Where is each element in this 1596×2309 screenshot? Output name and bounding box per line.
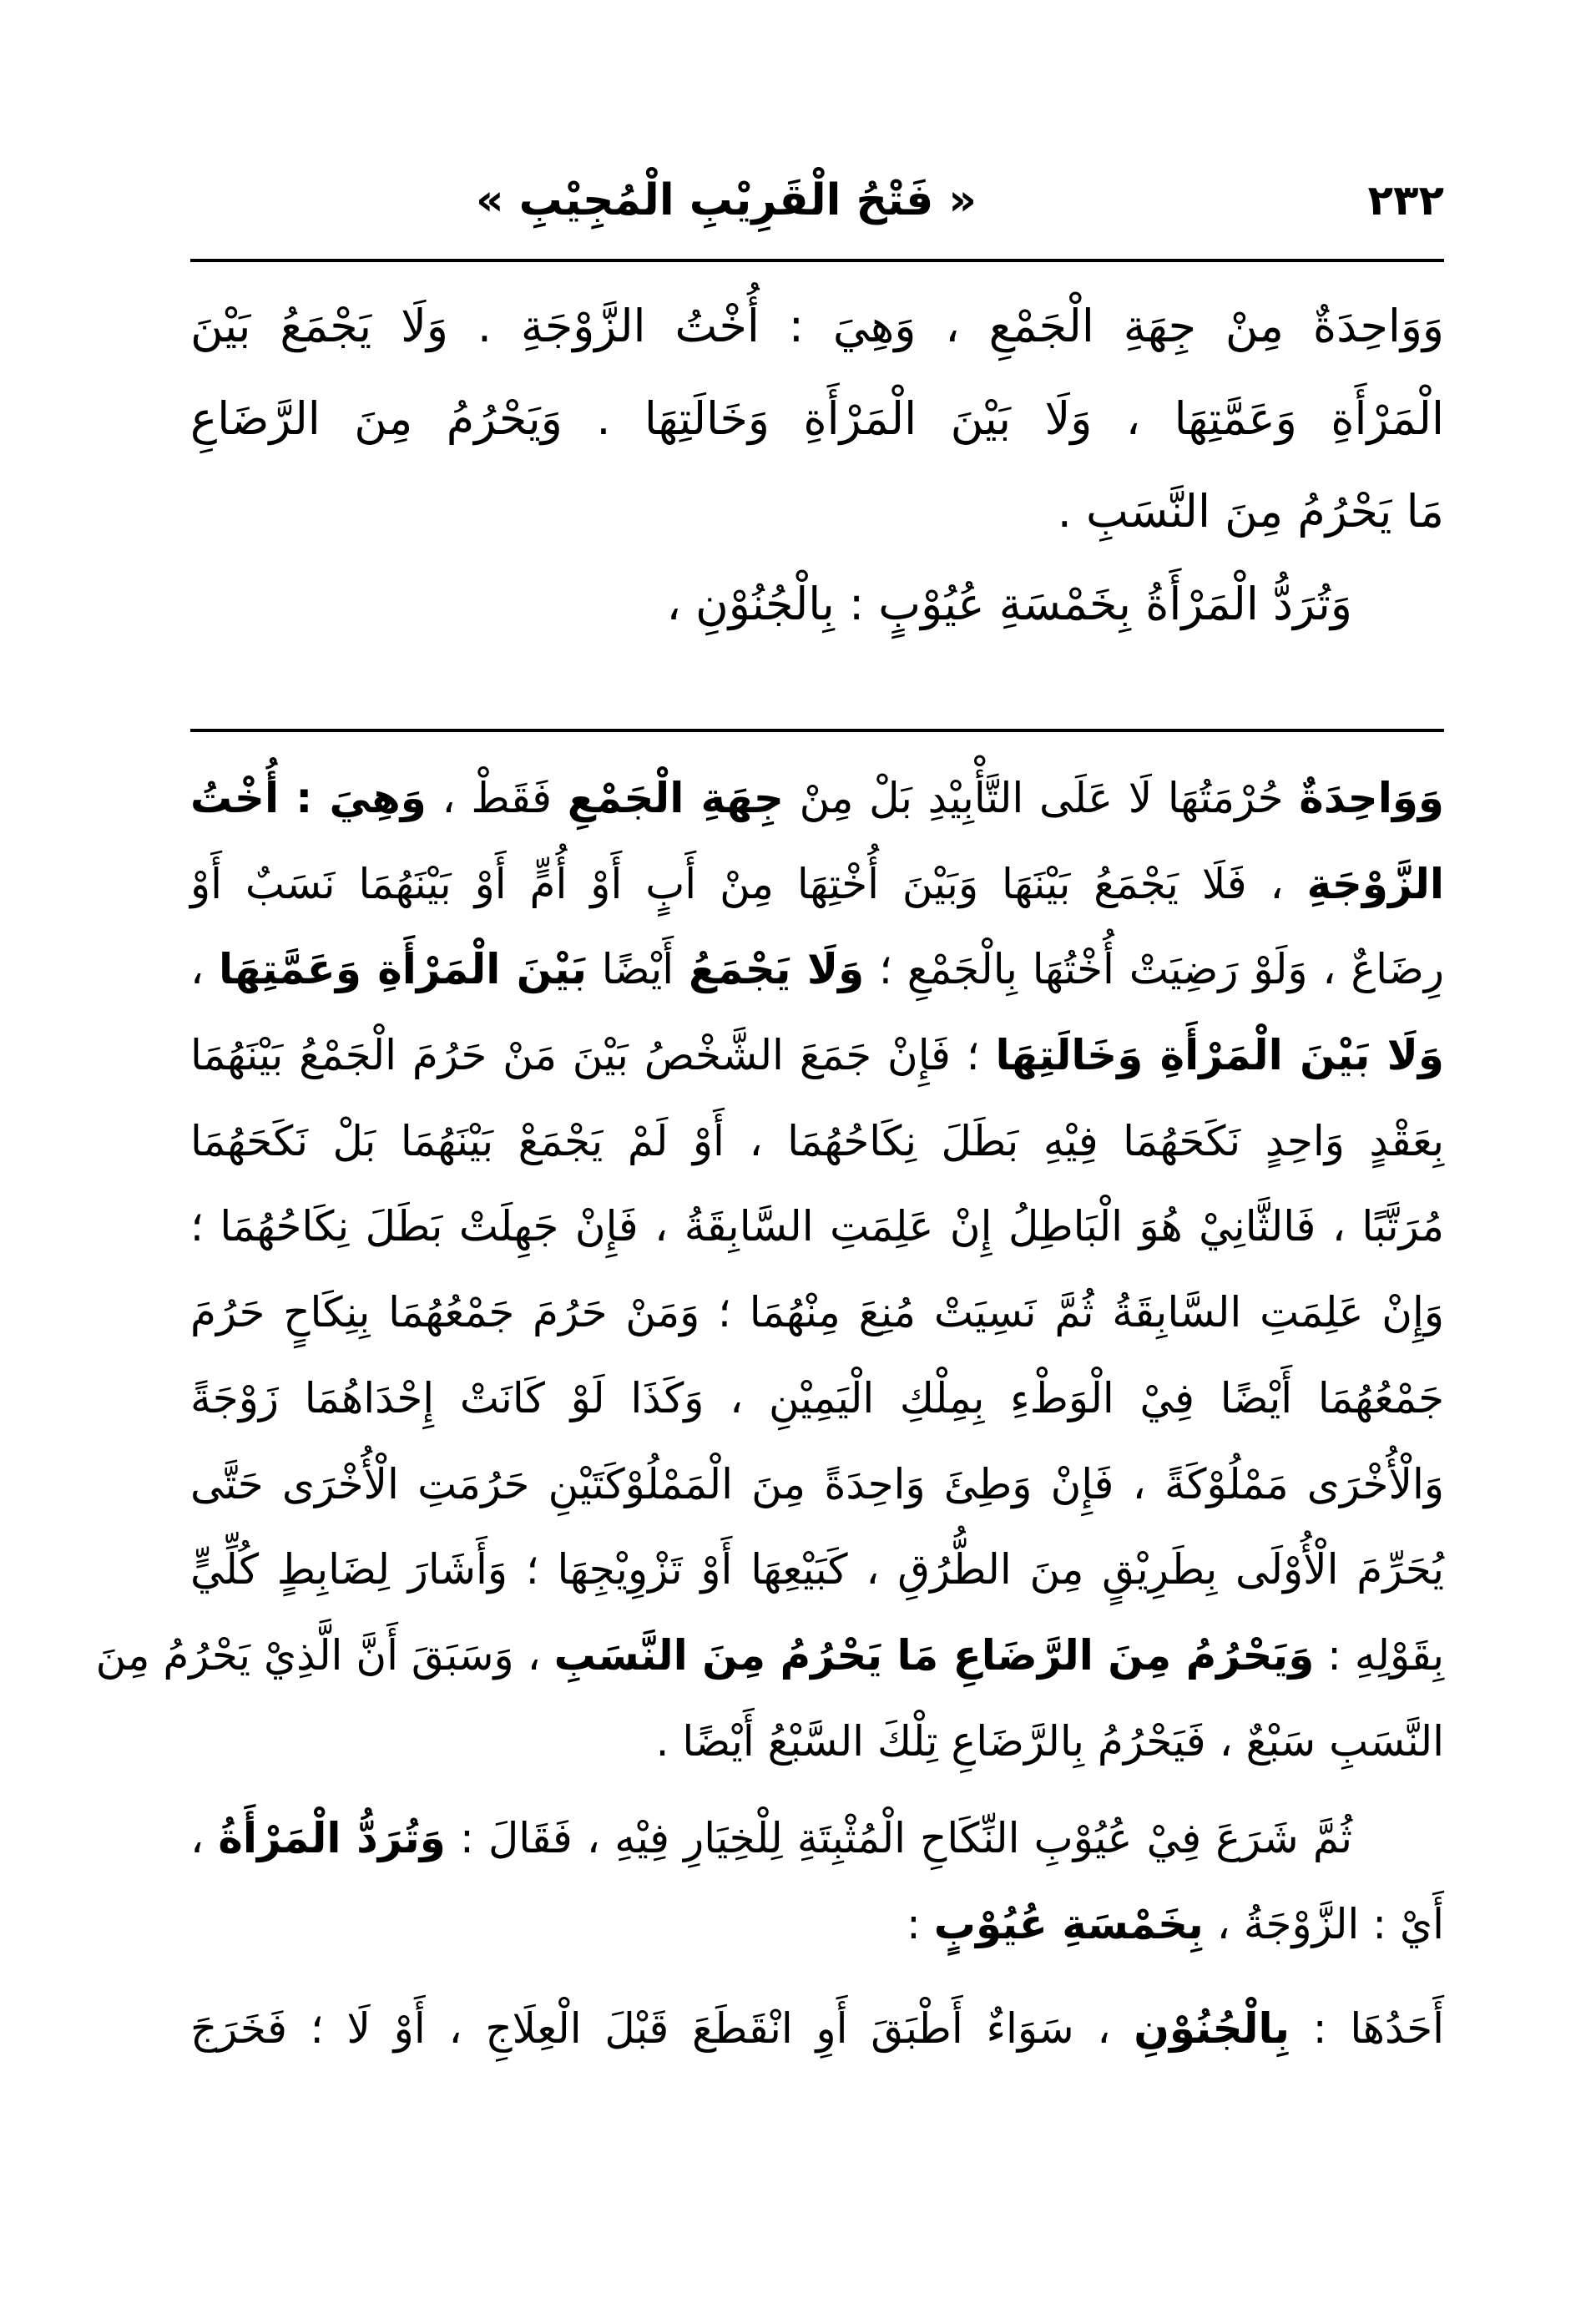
quoted-main-text: بِخَمْسَةِ عُيُوْبٍ xyxy=(933,1899,1204,1948)
commentary-line xyxy=(190,1527,1444,1613)
commentary-line xyxy=(190,1270,1444,1356)
commentary-segment: أَيْ : الزَّوْجَةُ ، xyxy=(1203,1899,1444,1948)
main-text xyxy=(190,280,1444,650)
commentary-segment: بِعَقْدٍ وَاحِدٍ نَكَحَهُمَا فِيْهِ بَطَلَ نِكَاحُهُمَا ، أَوْ لَمْ يَجْمَعْ بَيْنَهُمَا بَلْ نَكَحَهُمَا xyxy=(190,1116,1444,1165)
running-title: « فَتْحُ الْقَرِيْبِ الْمُجِيْبِ » xyxy=(475,175,977,225)
quoted-main-text: وَلَا بَيْنَ الْمَرْأَةِ وَخَالَتِهَا xyxy=(995,1031,1444,1080)
commentary-segment: : xyxy=(906,1899,934,1948)
commentary-segment: جَمْعُهُمَا أَيْضًا فِيْ الْوَطْءِ بِمِلْكِ الْيَمِيْنِ ، وَكَذَا لَوْ كَانَتْ إِحْدَاهُمَا زَوْجَةً xyxy=(190,1373,1444,1422)
commentary-segment: ، سَوَاءٌ أَطْبَقَ أَوِ انْقَطَعَ قَبْلَ الْعِلَاجِ ، أَوْ لَا ؛ فَخَرَجَ xyxy=(190,2003,1134,2053)
commentary-segment: ، xyxy=(190,1814,219,1863)
commentary-line xyxy=(190,1699,1444,1785)
commentary-segment: أَحَدُهَا : xyxy=(1290,2003,1445,2053)
commentary-segment: مُرَتَّبًا ، فَالثَّانِيْ هُوَ الْبَاطِلُ إِنْ عَلِمَتِ السَّابِقَةُ ، فَإِنْ جَهِلَتْ بَطَلَ نِكَاحُهُمَا ؛ xyxy=(190,1202,1444,1251)
commentary-line xyxy=(190,1013,1444,1099)
commentary-line xyxy=(190,1882,1444,1968)
main-text-line: وَتُرَدُّ الْمَرْأَةُ بِخَمْسَةِ عُيُوْبٍ : بِالْجُنُوْنِ ، xyxy=(666,578,1352,630)
commentary-line xyxy=(190,1986,1444,2072)
commentary-line xyxy=(190,927,1444,1013)
commentary-segment: أَيْضًا xyxy=(586,945,689,994)
page-number: ٢٣٢ xyxy=(1367,176,1444,225)
commentary-line xyxy=(190,1796,1444,1882)
main-text-line: الْمَرْأَةِ وَعَمَّتِهَا ، وَلَا بَيْنَ الْمَرْأَةِ وَخَالَتِهَا . وَيَحْرُمُ مِنَ الرَّضَاعِ xyxy=(190,392,1444,445)
commentary-line xyxy=(190,755,1444,841)
commentary-line xyxy=(190,1442,1444,1528)
commentary-line xyxy=(95,1613,1444,1699)
quoted-main-text: وَيَحْرُمُ مِنَ الرَّضَاعِ مَا يَحْرُمُ مِنَ النَّسَبِ xyxy=(553,1630,1315,1680)
commentary-segment: يُحَرِّمَ الْأُوْلَى بِطَرِيْقٍ مِنَ الطُّرُقِ ، كَبَيْعِهَا أَوْ تَزْوِيْجِهَا ؛ وَأَشَارَ لِضَابِطٍ كُلِّيٍّ xyxy=(190,1545,1444,1594)
quoted-main-text: بِالْجُنُوْنِ xyxy=(1134,2003,1290,2053)
commentary-segment: ، وَسَبَقَ أَنَّ الَّذِيْ يَحْرُمُ مِنَ xyxy=(95,1630,554,1680)
commentary-line xyxy=(190,1184,1444,1270)
section-divider xyxy=(190,729,1444,732)
commentary-segment: ، فَلَا يَجْمَعُ بَيْنَهَا وَبَيْنَ أُخْتِهَا مِنْ أَبٍ أَوْ أُمٍّ أَوْ بَيْنَهُمَا نَسَبٌ أَوْ xyxy=(190,859,1307,908)
commentary-segment: بِقَوْلِهِ : xyxy=(1314,1630,1444,1680)
quoted-main-text: وَوَاحِدَةٌ xyxy=(1299,774,1444,822)
page-header xyxy=(190,171,1444,238)
quoted-main-text: جِهَةِ الْجَمْعِ xyxy=(567,774,784,822)
commentary-segment: وَإِنْ عَلِمَتِ السَّابِقَةُ ثُمَّ نَسِيَتْ مُنِعَ مِنْهُمَا ؛ وَمَنْ حَرُمَ جَمْعُهُمَا بِنِكَاحٍ حَرُمَ xyxy=(190,1288,1444,1337)
header-rule xyxy=(190,259,1444,262)
commentary-line xyxy=(190,841,1444,927)
commentary-segment: ؛ فَإِنْ جَمَعَ الشَّخْصُ بَيْنَ مَنْ حَرُمَ الْجَمْعُ بَيْنَهُمَا xyxy=(190,1031,996,1080)
main-text-line: مَا يَحْرُمُ مِنَ النَّسَبِ . xyxy=(1057,485,1444,538)
commentary-segment: وَالْأُخْرَى مَمْلُوْكَةً ، فَإِنْ وَطِئَ وَاحِدَةً مِنَ الْمَمْلُوْكَتَيْنِ حَرُمَتِ الْأُخْرَى حَتَّى xyxy=(190,1459,1444,1508)
quoted-main-text: وَلَا يَجْمَعُ xyxy=(689,945,865,994)
quoted-main-text: وَتُرَدُّ الْمَرْأَةُ xyxy=(218,1814,446,1863)
commentary-segment: فَقَطْ ، xyxy=(426,774,568,822)
commentary-line xyxy=(190,1356,1444,1442)
commentary-segment: حُرْمَتُهَا لَا عَلَى التَّأْبِيْدِ بَلْ مِنْ xyxy=(783,774,1300,822)
commentary-segment: ثُمَّ شَرَعَ فِيْ عُيُوْبِ النِّكَاحِ الْمُثْبِتَةِ لِلْخِيَارِ فِيْهِ ، فَقَالَ : xyxy=(445,1814,1353,1863)
commentary-text xyxy=(95,755,1445,2071)
main-text-line: وَوَاحِدَةٌ مِنْ جِهَةِ الْجَمْعِ ، وَهِيَ : أُخْتُ الزَّوْجَةِ . وَلَا يَجْمَعُ بَيْنَ xyxy=(190,300,1444,352)
commentary-segment: رِضَاعٌ ، وَلَوْ رَضِيَتْ أُخْتُهَا بِالْجَمْعِ ؛ xyxy=(864,945,1444,994)
quoted-main-text: بَيْنَ الْمَرْأَةِ وَعَمَّتِهَا xyxy=(218,945,587,994)
quoted-main-text: وَهِيَ : أُخْتُ xyxy=(190,774,427,822)
commentary-segment: ، xyxy=(190,945,219,994)
commentary-segment: النَّسَبِ سَبْعٌ ، فَيَحْرُمُ بِالرَّضَاعِ تِلْكَ السَّبْعُ أَيْضًا . xyxy=(655,1716,1444,1766)
commentary-line xyxy=(190,1099,1444,1185)
quoted-main-text: الزَّوْجَةِ xyxy=(1306,859,1444,908)
